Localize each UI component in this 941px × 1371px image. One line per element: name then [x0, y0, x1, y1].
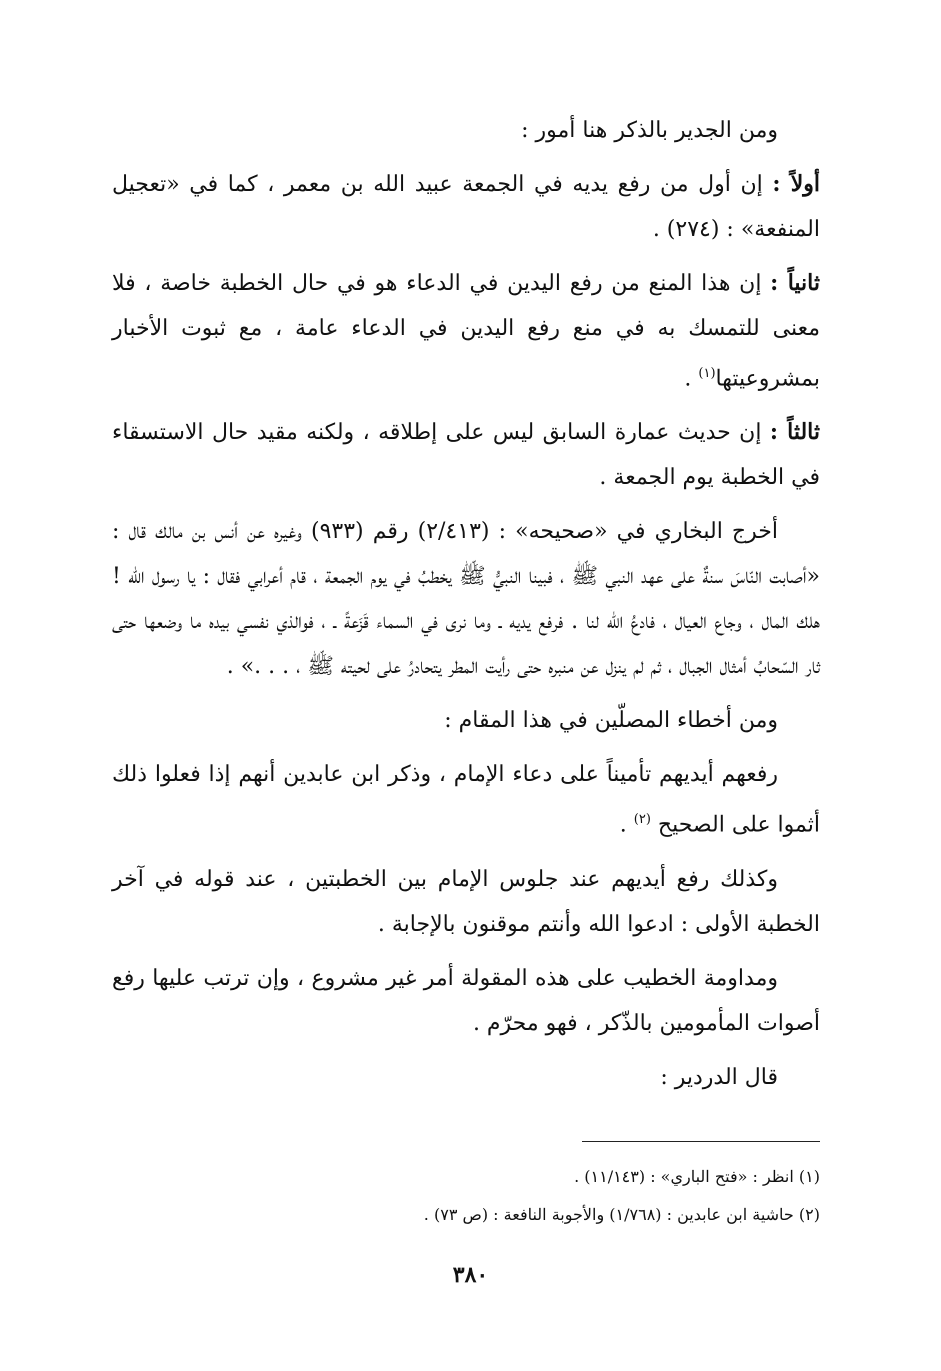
- paragraph-raising-hands-text: رفعهم أيديهم تأميناً على دعاء الإمام ، وذكر ابن عابدين أنهم إذا فعلوا ذلك أثموا على الصحيح: [112, 762, 820, 838]
- paragraph-second-end: .: [684, 366, 692, 392]
- page-number: ٣٨٠: [452, 1262, 489, 1288]
- label-first: أولاً :: [772, 171, 820, 197]
- paragraph-intro: [112, 108, 820, 153]
- paragraph-intro-text: ومن الجدير بالذكر هنا أمور :: [521, 118, 778, 143]
- paragraph-mistakes-heading: [112, 698, 820, 743]
- paragraph-dardir: [112, 1055, 820, 1100]
- paragraph-raising-hands-end: .: [619, 812, 627, 838]
- paragraph-between-sermons: [112, 857, 820, 947]
- footnote-ref-1[interactable]: (١): [698, 366, 716, 381]
- paragraph-hadith-text: أخرج البخاري في «صحيحه» : (٢/٤١٣) رقم (٩٣٣) وغيره عن أنس بن مالك قال : «أصابت النّاسَ سنةٌ على عهد النبي ﷺ ، فبينا النبيُّ ﷺ يخطبُ في يوم الجمعة ، قام أعرابي فقال : يا رسول الله ! هلك المال ، وجاع العيال ، فادعُ الله لنا . فرفع يديه ـ وما نرى في السماء قَزَعةً ـ ، فوالذي نفسي بيده ما وضعها حتى ثار السّحابُ أمثال الجبال ، ثم لم ينزل عن منبره حتى رأيت المطر يتحادرُ على لحيته ﷺ ، . . .» .: [112, 519, 820, 680]
- footnotes: [112, 1158, 820, 1234]
- paragraph-third: [112, 410, 820, 500]
- paragraph-persistence-text: ومداومة الخطيب على هذه المقولة أمر غير مشروع ، وإن ترتب عليها رفع أصوات المأمومين بالذّكر ، فهو محرّم .: [112, 965, 820, 1036]
- page-body: [112, 108, 820, 1109]
- footnote-ref-2[interactable]: (٢): [633, 812, 651, 828]
- paragraph-second-text: إن هذا المنع من رفع اليدين في الدعاء هو في حال الخطبة خاصة ، فلا معنى للتمسك به في منع رفع اليدين في الدعاء عامة ، مع ثبوت الأخبار بمشروعيتها: [112, 271, 820, 392]
- footnote-2: (٢) حاشية ابن عابدين : (١/٧٦٨) والأجوبة النافعة : (ص ٧٣) .: [423, 1205, 820, 1224]
- paragraph-dardir-text: قال الدردير :: [660, 1064, 778, 1090]
- paragraph-raising-hands: [112, 752, 820, 847]
- paragraph-third-text: إن حديث عمارة السابق ليس على إطلاقه ، ولكنه مقيد حال الاستسقاء في الخطبة يوم الجمعة .: [112, 420, 820, 491]
- paragraph-first-text: إن أول من رفع يديه في الجمعة عبيد الله بن معمر ، كما في «تعجيل المنفعة» : (٢٧٤) .: [112, 172, 820, 242]
- paragraph-second: [112, 261, 820, 401]
- paragraph-hadith: [112, 509, 820, 689]
- paragraph-persistence: [112, 956, 820, 1046]
- paragraph-first: [112, 162, 820, 252]
- label-second: ثانياً :: [770, 270, 820, 296]
- paragraph-between-sermons-text: وكذلك رفع أيديهم عند جلوس الإمام بين الخطبتين ، عند قوله في آخر الخطبة الأولى : ادعوا الله وأنتم موقنون بالإجابة .: [112, 866, 820, 937]
- footnote-divider: [582, 1141, 820, 1142]
- footnote-1: (١) انظر : «فتح الباري» : (١١/١٤٣) .: [574, 1167, 820, 1186]
- label-third: ثالثاً :: [769, 419, 821, 446]
- paragraph-mistakes-heading-text: ومن أخطاء المصلّين في هذا المقام :: [444, 708, 778, 734]
